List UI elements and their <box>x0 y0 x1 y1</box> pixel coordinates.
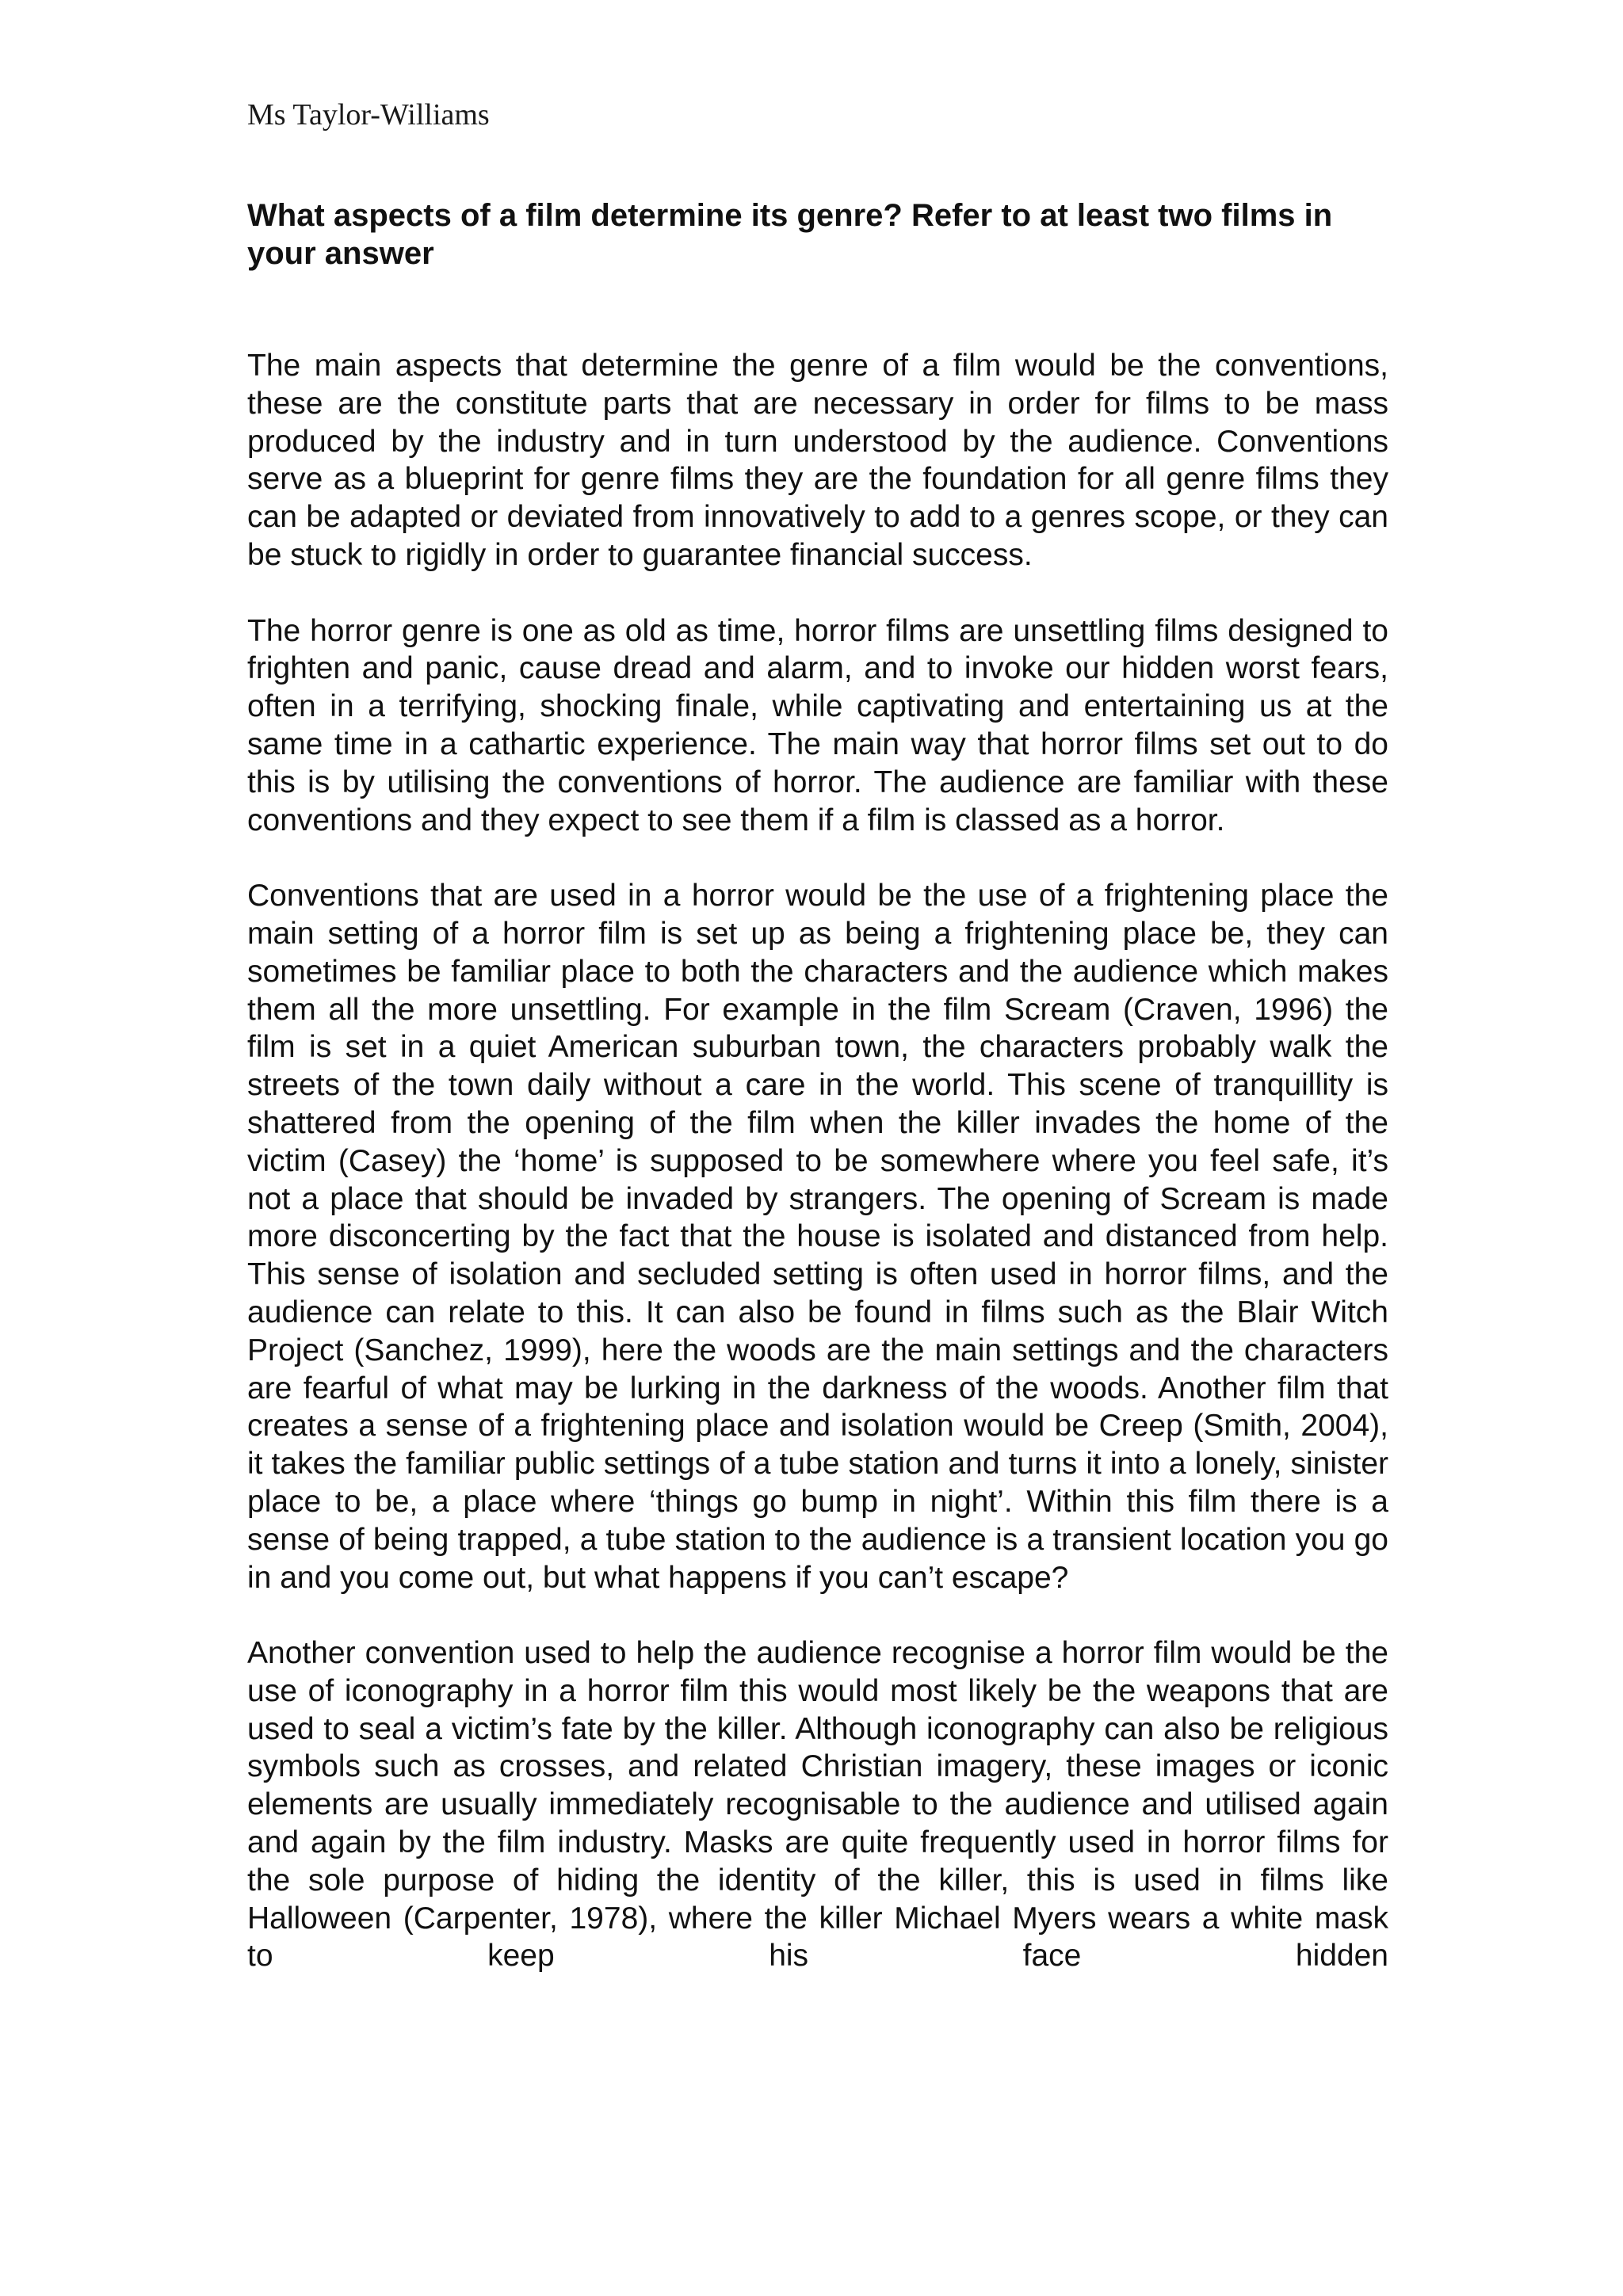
paragraph-intro: The main aspects that determine the genre of a film would be the conventions, these are the constitute parts that are necessary in order for films to be mass produced by the industry and in turn understood by the audience. Conventions serve as a blueprint for genre films they are the foundation for all genre films they can be adapted or deviated from innovatively to add to a genres scope, or they can be stuck to rigidly in order to guarantee financial success. <box>247 349 1388 572</box>
essay-question: What aspects of a film determine its genre? Refer to at least two films in your answer <box>247 198 1333 271</box>
paragraph-horror-genre: The horror genre is one as old as time, horror films are unsettling films designed to frighten and panic, cause dread and alarm, and to invoke our hidden worst fears, often in a terrifying, shocking finale, while captivating and entertaining us at the same time in a cathartic experience. The main way that horror films set out to do this is by utilising the conventions of horror. The audience are familiar with these conventions and they expect to see them if a film is classed as a horror. <box>247 613 1388 837</box>
paragraph-frightening-place: Conventions that are used in a horror would be the use of a frightening place the main setting of a horror film is set up as being a frightening place be, they can sometimes be familiar place to both the characters and the audience which makes them all the more unsettling. For example in the film Scream (Craven, 1996) the film is set in a quiet American suburban town, the characters probably walk the streets of the town daily without a care in the world. This scene of tranquillity is shattered from the opening of the film when the killer invades the home of the victim (Casey) the ‘home’ is supposed to be somewhere where you feel safe, it’s not a place that should be invaded by strangers. The opening of Scream is made more disconcerting by the fact that the house is isolated and distanced from help. This sense of isolation and secluded setting is often used in horror films, and the audience can relate to this. It can also be found in films such as the Blair Witch Project (Sanchez, 1999), here the woods are the main settings and the characters are fearful of what may be lurking in the darkness of the woods. Another film that creates a sense of a frightening place and isolation would be Creep (Smith, 2004), it takes the familiar public settings of a tube station and turns it into a lonely, sinister place to be, a place where ‘things go bump in night’. Within this film there is a sense of being trapped, a tube station to the audience is a transient location you go in and you come out, but what happens if you can’t escape? <box>247 879 1388 1595</box>
author-name: Ms Taylor-Williams <box>247 98 490 132</box>
essay-body <box>247 347 1388 1975</box>
paragraph-iconography: Another convention used to help the audience recognise a horror film would be the use of iconography in a horror film this would most likely be the weapons that are used to seal a victim’s fate by the killer. Although iconography can also be religious symbols such as crosses, and related Christian imagery, these images or iconic elements are usually immediately recognisable to the audience and utilised again and again by the film industry. Masks are quite frequently used in horror films for the sole purpose of hiding the identity of the killer, this is used in films like Halloween (Carpenter, 1978), where the killer Michael Myers wears a white mask to keep his face hidden <box>247 1636 1388 1974</box>
